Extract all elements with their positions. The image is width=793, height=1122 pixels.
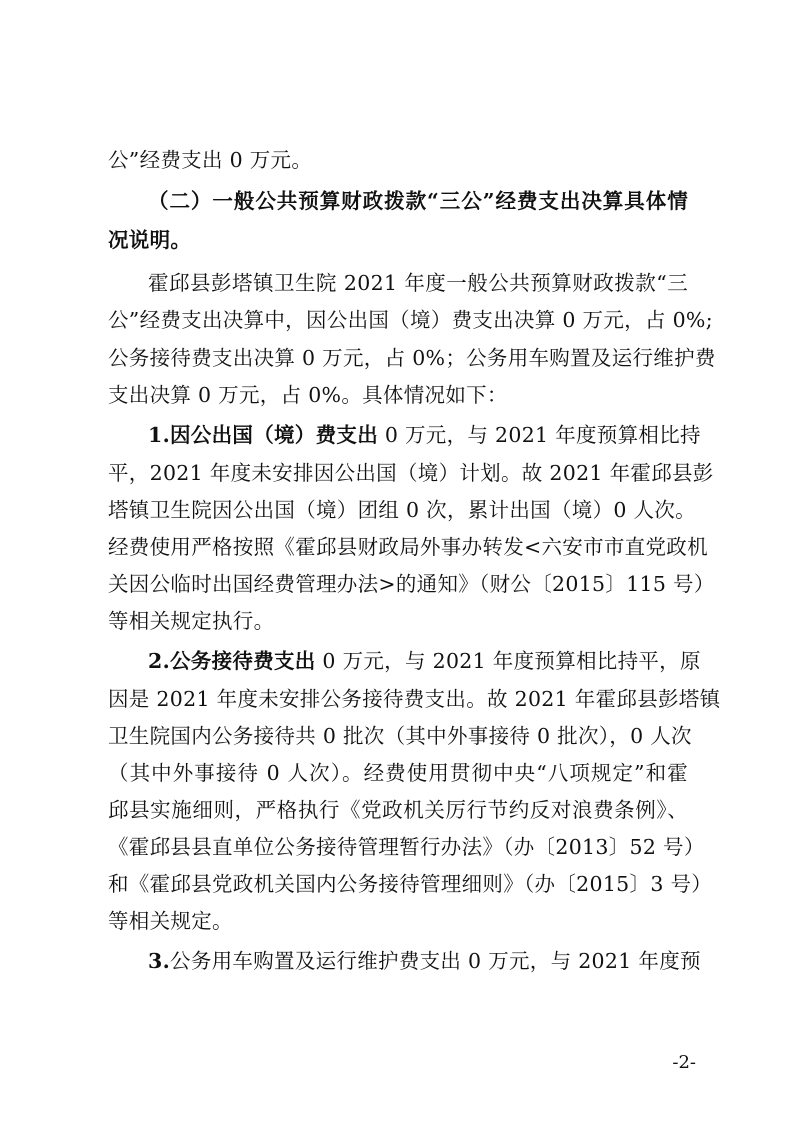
- paragraph-line: 等相关规定执行。: [108, 609, 275, 633]
- item-1-text: 0 万元，与 2021 年度预算相比持: [378, 423, 701, 447]
- paragraph-line: 支出决算 0 万元，占 0%。具体情况如下：: [108, 383, 508, 407]
- paragraph-line: 塔镇卫生院因公出国（境）团组 0 次，累计出国（境）0 人次。: [108, 498, 696, 522]
- paragraph-line: 公务接待费支出决算 0 万元，占 0%；公务用车购置及运行维护费: [108, 346, 716, 370]
- item-3-text: 公务用车购置及运行维护费支出 0 万元，与 2021 年度预: [170, 949, 701, 973]
- item-1-heading: 1.因公出国（境）费支出: [148, 423, 379, 447]
- paragraph-line: 卫生院国内公务接待共 0 批次（其中外事接待 0 批次），0 人次: [108, 724, 692, 748]
- section-heading-line: （二）一般公共预算财政拨款“三公”经费支出决算具体情: [148, 189, 688, 213]
- item-3-heading: 3.: [148, 949, 171, 973]
- paragraph-line: 霍邱县彭塔镇卫生院 2021 年度一般公共预算财政拨款“三: [148, 271, 688, 295]
- paragraph-line: （其中外事接待 0 人次）。经费使用贯彻中央“八项规定”和霍: [108, 761, 688, 785]
- item-1-first-line: [148, 421, 701, 449]
- paragraph-line: 公”经费支出决算中，因公出国（境）费支出决算 0 万元，占 0%;: [108, 308, 713, 332]
- item-3-first-line: [148, 947, 701, 975]
- paragraph-line: 平，2021 年度未安排因公出国（境）计划。故 2021 年霍邱县彭: [108, 461, 714, 485]
- item-2-heading: 2.公务接待费支出: [148, 649, 316, 673]
- paragraph-line: 《霍邱县县直单位公务接待管理暂行办法》（办〔2013〕52 号）: [108, 835, 705, 859]
- paragraph-line: 邱县实施细则，严格执行《党政机关厉行节约反对浪费条例》、: [108, 798, 688, 822]
- paragraph-line: 等相关规定。: [108, 909, 233, 933]
- paragraph-line: 经费使用严格按照《霍邱县财政局外事办转发<六安市市直党政机: [108, 535, 708, 559]
- paragraph-line: 因是 2021 年度未安排公务接待费支出。故 2021 年霍邱县彭塔镇: [108, 687, 721, 711]
- item-2-text: 0 万元，与 2021 年度预算相比持平，原: [315, 649, 701, 673]
- paragraph-line: 公”经费支出 0 万元。: [108, 148, 313, 172]
- paragraph-line: 关因公临时出国经费管理办法>的通知》（财公〔2015〕115 号）: [108, 572, 715, 596]
- page-number: -2-: [672, 1052, 696, 1073]
- item-2-first-line: [148, 647, 701, 675]
- paragraph-line: 和《霍邱县党政机关国内公务接待管理细则》（办〔2015〕3 号）: [108, 872, 713, 896]
- section-heading-line: 况说明。: [108, 228, 192, 252]
